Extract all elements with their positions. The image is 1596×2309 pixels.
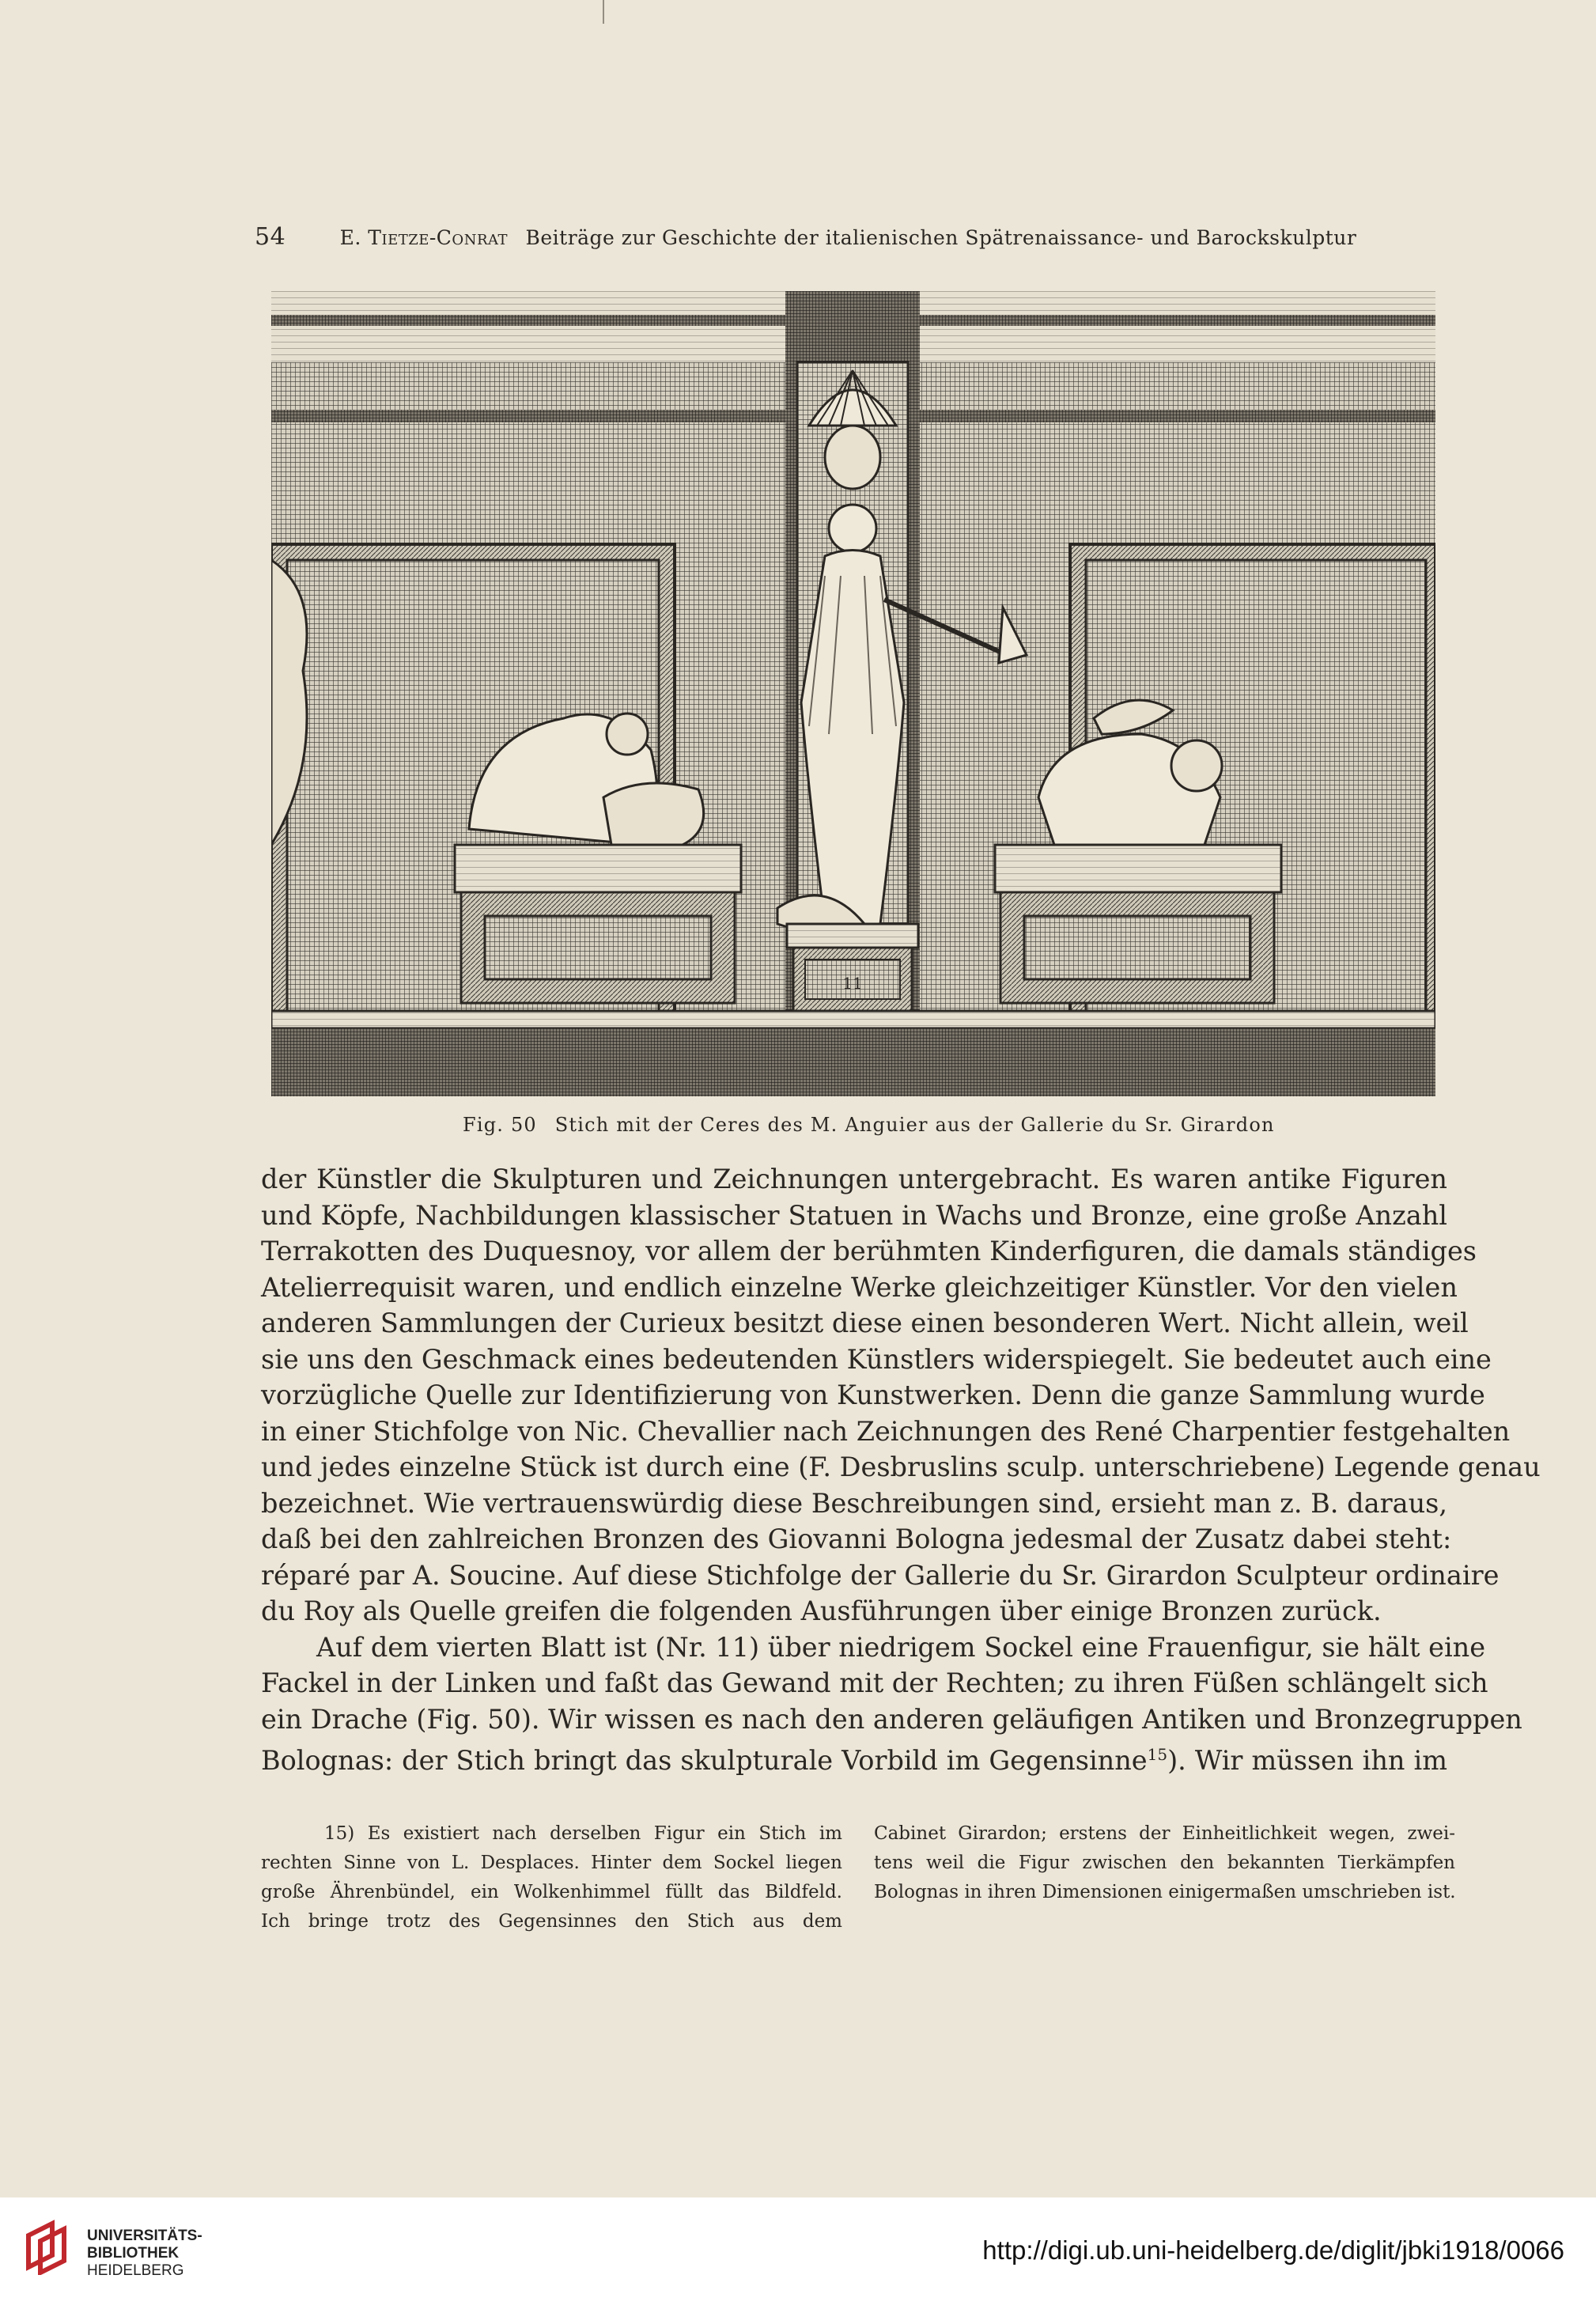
digitization-footer (0, 2197, 1596, 2309)
body-line: Atelierrequisit waren, und endlich einzelne Werke gleichzeitiger Künstler. Vor den vielen (261, 1271, 1458, 1303)
body-line: ein Drache (Fig. 50). Wir wissen es nach den anderen geläufigen Antiken und Bronzegruppen (261, 1703, 1522, 1735)
body-line: und Köpfe, Nachbildungen klassischer Statuen in Wachs und Bronze, eine große Anzahl (261, 1199, 1447, 1231)
body-line: Auf dem vierten Blatt ist (Nr. 11) über niedrigem Sockel eine Frauenfigur, sie hält eine (316, 1631, 1486, 1663)
body-line-part: ). Wir müssen ihn im (1167, 1745, 1447, 1777)
library-name-line: BIBLIOTHEK (87, 2245, 180, 2262)
body-line: réparé par A. Soucine. Auf diese Stichfolge der Gallerie du Sr. Girardon Sculpteur ordinaire (261, 1559, 1500, 1591)
header-author: E. Tietze-Conrat (339, 226, 509, 249)
body-line: Terrakotten des Duquesnoy, vor allem der berühmten Kinderfiguren, die damals ständiges (261, 1236, 1477, 1266)
body-line: in einer Stichfolge von Nic. Chevallier nach Zeichnungen des René Charpentier festgehalten (261, 1415, 1511, 1447)
figure-label: Fig. 50 (463, 1114, 537, 1136)
body-line-part: Bolognas: der Stich bringt das skulpturale Vorbild im Gegensinne (261, 1745, 1148, 1777)
figure-caption (463, 1114, 1277, 1136)
footnote-column-left (261, 1819, 842, 1936)
footnote-column-right (874, 1819, 1455, 1907)
footnote-line: tens weil die Figur zwischen den bekannten Tierkämpfen (874, 1853, 1455, 1873)
footnote-line: 15) Es existiert nach derselben Figur ein Stich im (324, 1823, 842, 1844)
body-line: und jedes einzelne Stück ist durch eine (F. Desbruslins sculp. unterschriebene) Legende genau (261, 1452, 1541, 1482)
body-line: du Roy als Quelle greifen die folgenden Ausführungen über einige Bronzen zurück. (261, 1595, 1382, 1626)
body-line-with-note (261, 1737, 1447, 1777)
body-line: bezeichnet. Wie vertrauenswürdig diese Beschreibungen sind, ersieht man z. B. daraus, (261, 1487, 1447, 1519)
engraving-figure (271, 291, 1435, 1096)
footnote-line: Cabinet Girardon; erstens der Einheitlichkeit wegen, zwei- (874, 1823, 1455, 1844)
header-title: Beiträge zur Geschichte der italienischen Spätrenaissance- und Barockskulptur (525, 226, 1357, 249)
library-name-line: UNIVERSITÄTS- (87, 2228, 202, 2244)
footnote-reference: 15 (1147, 1745, 1168, 1764)
body-line: daß bei den zahlreichen Bronzen des Giovanni Bologna jedesmal der Zusatz dabei steht: (261, 1524, 1452, 1554)
body-line: sie uns den Geschmack eines bedeutenden Künstlers widerspiegelt. Sie bedeutet auch eine (261, 1343, 1492, 1375)
page-edge-mark (603, 0, 604, 24)
figure-caption-text: Stich mit der Ceres des M. Anguier aus der Gallerie du Sr. Girardon (554, 1114, 1275, 1136)
footnote-line: Bolognas in ihren Dimensionen einigermaßen umschrieben ist. (874, 1882, 1456, 1902)
body-line: anderen Sammlungen der Curieux besitzt diese einen besonderen Wert. Nicht allein, weil (261, 1308, 1469, 1338)
body-text (261, 1161, 1541, 1777)
running-header (255, 223, 1441, 251)
library-name-line: HEIDELBERG (87, 2262, 184, 2279)
footnote-line: Ich bringe trotz des Gegensinnes den Stich aus dem (261, 1911, 842, 1932)
footnote-line: große Ährenbündel, ein Wolkenhimmel füllt das Bildfeld. (261, 1882, 842, 1902)
body-line: Fackel in der Linken und faßt das Gewand mit der Rechten; zu ihren Füßen schlängelt sich (261, 1667, 1488, 1698)
engraving-illustration (271, 291, 1435, 1096)
body-line: vorzügliche Quelle zur Identifizierung von Kunstwerken. Denn die ganze Sammlung wurde (261, 1380, 1485, 1410)
source-url[interactable]: http://digi.ub.uni-heidelberg.de/diglit/jbki1918/0066 (982, 2235, 1564, 2265)
pedestal-number: 11 (842, 974, 863, 993)
body-line: der Künstler die Skulpturen und Zeichnungen untergebracht. Es waren antike Figuren (261, 1164, 1447, 1194)
footnote-line: rechten Sinne von L. Desplaces. Hinter dem Sockel liegen (261, 1853, 842, 1873)
library-name (87, 2228, 202, 2280)
library-logo-icon (21, 2220, 76, 2275)
page-number: 54 (255, 223, 286, 251)
